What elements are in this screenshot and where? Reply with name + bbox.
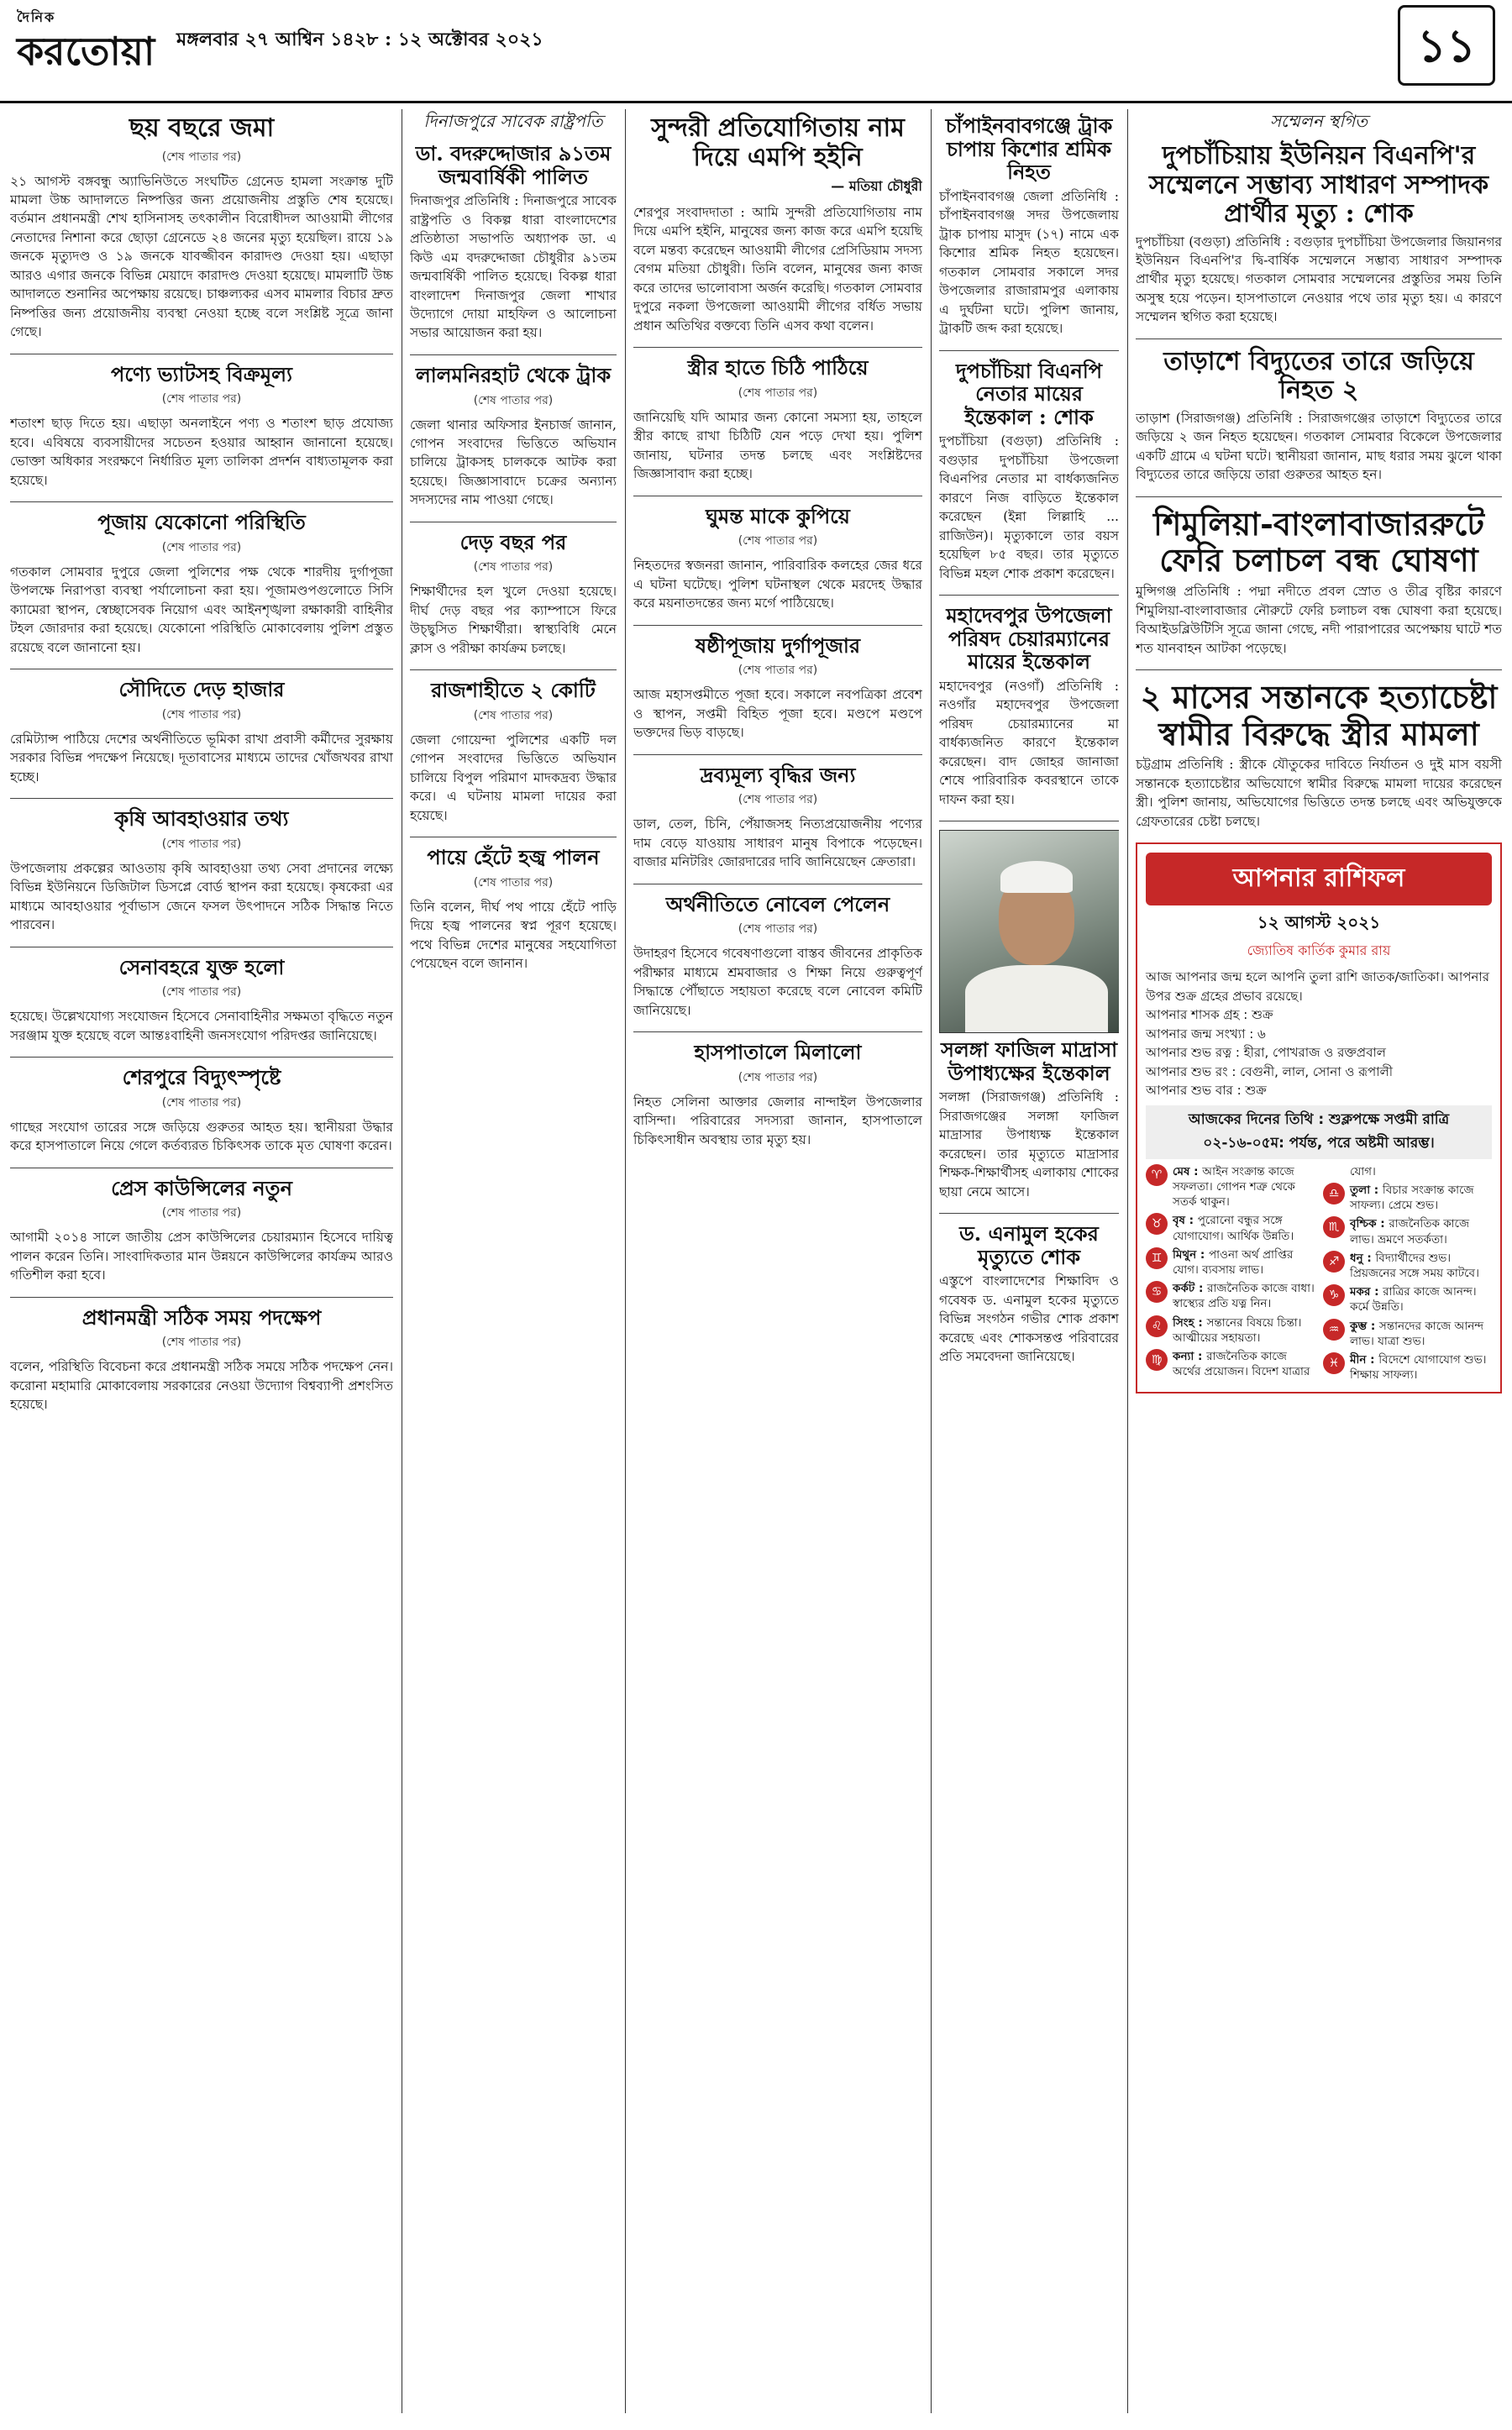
horoscope-author: জ্যোতিষ কার্তিক কুমার রায়: [1247, 942, 1391, 959]
story-press-council: [10, 1177, 393, 1285]
story-chhoy-bochhore: [10, 114, 393, 342]
zodiac-sign: [1323, 1352, 1492, 1383]
headline: সেনাবহরে যুক্ত হলো: [118, 954, 285, 979]
headline: কৃষি আবহাওয়ার তথ্য: [114, 806, 289, 832]
horoscope-row: আপনার শুভ বার : শুক্র: [1146, 1083, 1267, 1099]
zodiac-text: [1173, 1281, 1315, 1311]
zodiac-forecast: পুরোনো বন্ধুর সঙ্গে যোগাযোগ। আর্থিক উন্নতি।: [1173, 1214, 1294, 1243]
zodiac-name: সিংহ :: [1173, 1315, 1207, 1330]
story-sena: [10, 956, 393, 1046]
story-body: শেরপুর সংবাদদাতা : আমি সুন্দরী প্রতিযোগিতায় নাম দিয়ে এমপি হইনি, মানুষের জন্য কাজ করে এমপি হয়েছি বলে মন্তব্য করেছেন আওয়ামী লীগের প্রেসিডিয়াম সদস্য বেগম মতিয়া চৌধুরী। তিনি বলেন, মানুষের জন্য কাজ করে তাদের ভালোবাসা অর্জন করেছি। গতকাল সোমবার দুপুরে নকলা উপজেলা আওয়ামী লীগের বর্ধিত সভায় প্রধান অতিথির বক্তব্যে তিনি এসব কথা বলেন।: [633, 205, 922, 333]
headline: দুপচাঁচিয়ায় ইউনিয়ন বিএনপি'র সম্মেলনে সম্ভাব্য সাধারণ সম্পাদক প্রার্থীর মৃত্যু : শোক: [1148, 141, 1489, 228]
horoscope-row: আপনার জন্ম সংখ্যা : ৬: [1146, 1026, 1266, 1042]
continued-note: (শেষ পাতার পর): [738, 664, 818, 678]
story-body: নিহত সেলিনা আক্তার জেলার নান্দাইল উপজেলার বাসিন্দা। পরিবারের সদস্যরা জানান, হাসপাতালে চিকিৎসাধীন অবস্থায় তার মৃত্যু হয়।: [633, 1094, 922, 1147]
zodiac-sign: [1323, 1183, 1492, 1213]
story-puja-security: [10, 511, 393, 657]
zodiac-icon: ♒: [1323, 1319, 1345, 1341]
headline: ড. এনামুল হকের মৃত্যুতে শোক: [959, 1221, 1099, 1269]
story-body: আজ মহাসপ্তমীতে পূজা হবে। সকালে নবপত্রিকা প্রবেশ ও স্থাপন, সপ্তমী বিহিত পূজা হবে। মণ্ডপে মণ্ডপে ভক্তদের ভিড় বাড়ছে।: [633, 687, 922, 741]
zodiac-name: তুলা :: [1350, 1183, 1383, 1197]
story-hajj: [410, 846, 617, 973]
continued-note: (শেষ পাতার পর): [161, 540, 242, 554]
story-lalmonirhat: [410, 364, 617, 510]
zodiac-text: [1173, 1247, 1315, 1278]
story-dupchanchia-bnp: [939, 360, 1119, 584]
continued-note: (শেষ পাতার পর): [161, 985, 242, 1000]
headline: অর্থনীতিতে নোবেল পেলেন: [665, 891, 890, 916]
zodiac-forecast: বিচার সংক্রান্ত কাজে সাফল্য। প্রেমে শুভ।: [1350, 1183, 1474, 1213]
column-divider: [1127, 109, 1128, 2413]
zodiac-name: মেষ :: [1173, 1164, 1203, 1178]
story-body: জানিয়েছি যদি আমার জন্য কোনো সমস্যা হয়, তাহলে স্ত্রীর কাছে রাখা চিঠিটি যেন পড়ে দেখা হয়। পুলিশ জানায়, ঘটনার তদন্ত চলছে এবং সংশ্লিষ্টদের জিজ্ঞাসাবাদ করা হচ্ছে।: [633, 409, 922, 482]
continued-note: (শেষ পাতার পর): [473, 875, 554, 890]
story-2-month: [1136, 679, 1502, 831]
story-badruddoza: [410, 109, 617, 343]
zodiac-text: [1173, 1164, 1315, 1210]
zodiac-sign: [1146, 1315, 1315, 1346]
story-sherpur: [10, 1066, 393, 1156]
zodiac-icon: ♌: [1146, 1315, 1168, 1337]
story-body: ডাল, তেল, চিনি, পেঁয়াজসহ নিত্যপ্রয়োজনীয় পণ্যের দাম বেড়ে যাওয়ায় সাধারণ মানুষ বিপাকে পড়েছেন। বাজার মনিটরিং জোরদারের দাবি জানিয়েছেন ক্রেতারা।: [633, 816, 922, 870]
story-body: উদাহরণ হিসেবে গবেষণাগুলো বাস্তব জীবনের প্রাকৃতিক পরীক্ষার মাধ্যমে শ্রমবাজার ও শিক্ষা নিয়ে গুরুত্বপূর্ণ সিদ্ধান্তে পৌঁছাতে সহায়তা করেছে বলে নোবেল কমিটি জানিয়েছে।: [633, 946, 922, 1018]
story-body: গতকাল সোমবার দুপুরে জেলা পুলিশের পক্ষ থেকে শারদীয় দুর্গাপূজা উপলক্ষে নিরাপত্তা ব্যবস্থা পর্যালোচনা করা হয়। পূজামণ্ডপগুলোতে সিসি ক্যামেরা স্থাপন, স্বেচ্ছাসেবক নিয়োগ এবং আইনশৃঙ্খলা রক্ষাকারী বাহিনীর টহল জোরদার করা হয়েছে। যেকোনো পরিস্থিতি মোকাবেলায় পুলিশ প্রস্তুত রয়েছে বলে জানানো হয়।: [10, 564, 393, 655]
zodiac-forecast: বিদ্যার্থীদের শুভ। প্রিয়জনের সঙ্গে সময় কাটবে।: [1350, 1251, 1479, 1281]
zodiac-forecast: রাজনৈতিক কাজে লাভ। ভ্রমণে সতর্কতা।: [1350, 1217, 1470, 1246]
headline: সলঙ্গা ফাজিল মাদ্রাসা উপাধ্যক্ষের ইন্তেকাল: [940, 1037, 1118, 1085]
column-1: [10, 109, 393, 2413]
page-number: ১১: [1398, 5, 1495, 86]
zodiac-text: [1350, 1183, 1492, 1213]
story-saudi: [10, 678, 393, 786]
column-3: [633, 109, 922, 2413]
column-divider: [625, 109, 626, 2413]
story-body: চাঁপাইনবাবগঞ্জ জেলা প্রতিনিধি : চাঁপাইনবাবগঞ্জ সদর উপজেলায় ট্রাক চাপায় মাসুদ (১৭) নামে এক কিশোর শ্রমিক নিহত হয়েছেন। গতকাল সোমবার সকালে সদর উপজেলার রাজারামপুর এলাকায় এ দুর্ঘটনা ঘটে। পুলিশ জানায়, ট্রাকটি জব্দ করা হয়েছে।: [939, 188, 1119, 337]
zodiac-sign: [1146, 1281, 1315, 1311]
headline: ২ মাসের সন্তানকে হত্যাচেষ্টা স্বামীর বিরুদ্ধে স্ত্রীর মামলা: [1140, 677, 1498, 753]
story-chithi: [633, 356, 922, 483]
zodiac-icon: ♑: [1323, 1284, 1345, 1306]
headline: সৌদিতে দেড় হাজার: [118, 677, 285, 702]
continued-note: (শেষ পাতার পর): [161, 392, 242, 407]
zodiac-sign: [1323, 1319, 1492, 1349]
zodiac-name: বৃষ :: [1173, 1214, 1198, 1228]
zodiac-forecast: রাত্রির কাজে আনন্দ। কর্মে উন্নতি।: [1350, 1285, 1477, 1315]
zodiac-name: কর্কট :: [1173, 1282, 1208, 1296]
story-drobyomullo: [633, 764, 922, 872]
story-krishi: [10, 807, 393, 934]
zodiac-forecast: আইন সংক্রান্ত কাজে সফলতা। গোপন শত্রু থেকে সতর্ক থাকুন।: [1173, 1164, 1295, 1210]
horoscope-row: আপনার শুভ রত্ন : হীরা, পোখরাজ ও রক্তপ্রবাল: [1146, 1045, 1386, 1061]
continued-note: (শেষ পাতার পর): [738, 534, 818, 548]
column-5: [1136, 109, 1502, 2413]
zodiac-text: [1350, 1216, 1492, 1246]
continued-note: (শেষ পাতার পর): [161, 1206, 242, 1220]
headline: রাজশাহীতে ২ কোটি: [431, 678, 596, 703]
headline: ষষ্ঠীপূজায় দুর্গাপূজার: [695, 632, 861, 658]
headline: তাড়াশে বিদ্যুতের তারে জড়িয়ে নিহত ২: [1163, 346, 1474, 406]
story-union-bnp: [1136, 109, 1502, 327]
headline: ছয় বছরে জমা: [129, 113, 275, 143]
zodiac-sign: [1323, 1284, 1492, 1315]
headline: দুপচাঁচিয়া বিএনপি নেতার মায়ের ইন্তেকাল : শোক: [955, 358, 1103, 429]
zodiac-icon: ♋: [1146, 1281, 1168, 1303]
zodiac-list: [1146, 1164, 1492, 1383]
continued-note: (শেষ পাতার পর): [738, 386, 818, 400]
zodiac-text: [1350, 1251, 1492, 1281]
zodiac-forecast: রাজনৈতিক কাজে অর্থের প্রয়োজন। বিদেশ যাত্রার যোগ।: [1173, 1164, 1376, 1379]
headline: মহাদেবপুর উপজেলা পরিষদ চেয়ারম্যানের মায়ের ইন্তেকাল: [946, 603, 1112, 674]
headline: স্ত্রীর হাতে চিঠি পাঠিয়ে: [687, 355, 869, 381]
continued-note: (শেষ পাতার পর): [473, 560, 554, 575]
continued-note: (শেষ পাতার পর): [738, 1070, 818, 1084]
story-nobel: [633, 893, 922, 1020]
zodiac-text: [1350, 1352, 1492, 1383]
zodiac-icon: ♏: [1323, 1216, 1345, 1238]
headline: চাঁপাইনবাবগঞ্জে ট্রাক চাপায় কিশোর শ্রমিক নিহত: [945, 113, 1113, 185]
kicker: দিনাজপুরে সাবেক রাষ্ট্রপতি: [423, 111, 603, 131]
story-body: বলেন, পরিস্থিতি বিবেচনা করে প্রধানমন্ত্রী সঠিক সময়ে সঠিক পদক্ষেপ নেন। করোনা মহামারি মোকাবেলায় সরকারের নেওয়া উদ্যোগ বিশ্বব্যাপী প্রশংসিত হয়েছে।: [10, 1359, 393, 1413]
zodiac-sign: [1146, 1213, 1315, 1243]
column-4: [939, 109, 1119, 2413]
story-body: ২১ আগস্ট বঙ্গবন্ধু অ্যাভিনিউতে সংঘটিত গ্রেনেড হামলা সংক্রান্ত দুটি মামলা উচ্চ আদালতে নিষ্পত্তির জন্য প্রয়োজনীয় প্রস্তুতি শেষ হয়েছে। বর্তমান প্রধানমন্ত্রী শেখ হাসিনাসহ তৎকালীন বিরোধীদল আওয়ামী লীগের নেতাদের নিশানা করে ছোড়া গ্রেনেডে ২৪ জনের মৃত্যু হয়েছিল। রায়ে ১৯ জনকে মৃত্যুদণ্ড ও ১৯ জনকে যাবজ্জীবন কারাদণ্ড দেওয়া হয়। এছাড়া আরও এগার জনকে বিভিন্ন মেয়াদে কারাদণ্ড দেওয়া হয়েছে। মামলাটি উচ্চ আদালতে শুনানির অপেক্ষায় রয়েছে। চাঞ্চল্যকর এসব মামলার বিচার দ্রুত নিষ্পত্তির জন্য প্রয়োজনীয় ব্যবস্থা নেওয়া হচ্ছে বলে সংশ্লিষ্ট সূত্রে জানা গেছে।: [10, 173, 393, 340]
story-ghumonto: [633, 505, 922, 613]
story-body: সলঙ্গা (সিরাজগঞ্জ) প্রতিনিধি : সিরাজগঞ্জের সলঙ্গা ফাজিল মাদ্রাসার উপাধ্যক্ষ ইন্তেকাল করেছেন। তার মৃত্যুতে মাদ্রাসার শিক্ষক-শিক্ষার্থীসহ এলাকায় শোকের ছায়া নেমে আসে।: [939, 1089, 1119, 1199]
continued-note: (শেষ পাতার পর): [161, 1336, 242, 1350]
horoscope-date: ১২ আগস্ট ২০২১: [1257, 912, 1381, 933]
zodiac-forecast: সন্তানের বিষয়ে চিন্তা। আত্মীয়ের সহায়তা।: [1173, 1315, 1302, 1345]
horoscope-box: [1136, 842, 1502, 1393]
horoscope-title: আপনার রাশিফল: [1146, 853, 1492, 905]
zodiac-sign: [1323, 1216, 1492, 1246]
zodiac-sign: [1323, 1251, 1492, 1281]
column-divider: [931, 109, 932, 2413]
zodiac-forecast: বিদেশে যোগাযোগ শুভ। শিক্ষায় সাফল্য।: [1350, 1353, 1487, 1383]
continued-note: (শেষ পাতার পর): [738, 793, 818, 807]
horoscope-row: আপনার শুভ রং : বেগুনী, লাল, সোনা ও রূপালী: [1146, 1063, 1394, 1079]
story-body: শিক্ষার্থীদের হল খুলে দেওয়া হয়েছে। দীর্ঘ দেড় বছর পর ক্যাম্পাসে ফিরে উচ্ছ্বসিত শিক্ষার্থীরা। স্বাস্থ্যবিধি মেনে ক্লাস ও পরীক্ষা কার্যক্রম চলছে।: [410, 584, 617, 656]
story-sosthi: [633, 634, 922, 743]
zodiac-sign: [1146, 1164, 1315, 1210]
zodiac-sign: [1146, 1247, 1315, 1278]
tithi-line: ০২-১৬-০৫ম: পর্যন্ত, পরে অষ্টমী আরম্ভ।: [1203, 1134, 1435, 1152]
zodiac-icon: ♉: [1146, 1213, 1168, 1235]
zodiac-name: কুম্ভ :: [1350, 1319, 1379, 1333]
zodiac-name: বৃশ্চিক :: [1350, 1217, 1389, 1231]
zodiac-icon: ♊: [1146, 1247, 1168, 1269]
horoscope-row: আপনার শাসক গ্রহ : শুক্র: [1146, 1007, 1273, 1023]
story-body: চট্টগ্রাম প্রতিনিধি : স্ত্রীকে যৌতুকের দাবিতে নির্যাতন ও দুই মাস বয়সী সন্তানকে হত্যাচেষ্টার অভিযোগে স্বামীর বিরুদ্ধে মামলা দায়ের করেছেন স্ত্রী। পুলিশ জানায়, অভিযোগের ভিত্তিতে তদন্ত চলছে এবং অভিযুক্তকে গ্রেফতারের চেষ্টা চলছে।: [1136, 757, 1502, 829]
headline: ঘুমন্ত মাকে কুপিয়ে: [706, 503, 850, 528]
tithi: [1146, 1105, 1492, 1159]
newspaper-logo: [17, 7, 160, 74]
zodiac-icon: ♎: [1323, 1183, 1345, 1205]
kicker: সম্মেলন স্থগিত: [1269, 111, 1368, 131]
column-2: [410, 109, 617, 2413]
portrait-photo: [939, 830, 1119, 1033]
logo-title: করতোয়া: [17, 29, 155, 74]
story-motia: [633, 114, 922, 335]
story-body: রেমিট্যান্স পাঠিয়ে দেশের অর্থনীতিতে ভূমিকা রাখা প্রবাসী কর্মীদের সুরক্ষায় সরকার বিভিন্ন পদক্ষেপ নিয়েছে। দূতাবাসের মাধ্যমে তাদের খোঁজখবর রাখা হচ্ছে।: [10, 731, 393, 785]
continued-note: (শেষ পাতার পর): [473, 393, 554, 407]
story-body: হয়েছে। উল্লেখযোগ্য সংযোজন হিসেবে সেনাবাহিনীর সক্ষমতা বৃদ্ধিতে নতুন সরঞ্জাম যুক্ত হয়েছে বলে আন্তঃবাহিনী জনসংযোগ পরিদপ্তর জানিয়েছে।: [10, 1009, 393, 1043]
zodiac-forecast: সন্তানদের কাজে আনন্দ লাভ। যাত্রা শুভ।: [1350, 1319, 1484, 1348]
horoscope-intro: আজ আপনার জন্ম হলে আপনি তুলা রাশি জাতক/জাতিকা। আপনার উপর শুক্র গ্রহের প্রভাব রয়েছে।: [1146, 969, 1489, 1004]
story-der-bochhor: [410, 531, 617, 658]
story-pm: [10, 1306, 393, 1414]
zodiac-text: [1173, 1315, 1315, 1346]
story-body: জেলা থানার অফিসার ইনচার্জ জানান, গোপন সংবাদের ভিত্তিতে অভিযান চালিয়ে ট্রাকসহ চালককে আটক করা হয়েছে। জিজ্ঞাসাবাদে চক্রের অন্যান্য সদস্যদের নাম পাওয়া গেছে।: [410, 417, 617, 508]
headline: দেড় বছর পর: [459, 529, 567, 554]
zodiac-text: [1350, 1284, 1492, 1315]
story-enamul: [939, 1222, 1119, 1367]
headline: সুন্দরী প্রতিযোগিতায় নাম দিয়ে এমপি হইনি: [651, 113, 905, 172]
story-mohadebpur: [939, 604, 1119, 809]
tithi-line: আজকের দিনের তিথি : শুক্লপক্ষে সপ্তমী রাত্রি: [1188, 1110, 1450, 1128]
zodiac-forecast: পাওনা অর্থ প্রাপ্তির যোগ। ব্যবসায় লাভ।: [1173, 1247, 1294, 1278]
story-body: তিনি বলেন, দীর্ঘ পথ পায়ে হেঁটে পাড়ি দিয়ে হজ্ব পালনের স্বপ্ন পূরণ হয়েছে। পথে বিভিন্ন দেশের মানুষের সহযোগিতা পেয়েছেন বলে জানান।: [410, 899, 617, 972]
zodiac-icon: ♍: [1146, 1349, 1168, 1371]
story-ferry: [1136, 506, 1502, 658]
story-body: শতাংশ ছাড় দিতে হয়। এছাড়া অনলাইনে পণ্য ও শতাংশ ছাড় প্রযোজ্য হবে। এবিষয়ে ব্যবসায়ীদের সচেতন হওয়ার আহ্বান জানানো হয়েছে। ভোক্তা অধিকার সংরক্ষণে নির্ধারিত মূল্য তালিকা প্রদর্শন বাধ্যতামূলক করা হয়েছে।: [10, 416, 393, 488]
zodiac-name: মকর :: [1350, 1285, 1383, 1299]
zodiac-text: [1350, 1319, 1492, 1349]
continued-note: (শেষ পাতার পর): [473, 708, 554, 722]
continued-note: (শেষ পাতার পর): [161, 150, 242, 164]
story-body: তাড়াশ (সিরাজগঞ্জ) প্রতিনিধি : সিরাজগঞ্জের তাড়াশে বিদ্যুতের তারে জড়িয়ে ২ জন নিহত হয়েছেন। গতকাল সোমবার বিকেলে উপজেলার একটি গ্রামে এ ঘটনা ঘটে। স্থানীয়রা জানান, মাছ ধরার সময় ঝুলে থাকা বিদ্যুতের তারে জড়িয়ে তারা গুরুতর আহত হন।: [1136, 410, 1502, 483]
continued-note: (শেষ পাতার পর): [161, 1095, 242, 1110]
zodiac-icon: ♓: [1323, 1352, 1345, 1374]
headline: পূজায় যেকোনো পরিস্থিতি: [97, 510, 306, 535]
headline: লালমনিরহাট থেকে ট্রাক: [415, 362, 612, 387]
zodiac-name: মিথুন :: [1173, 1247, 1209, 1262]
headline: হাসপাতালে মিলালো: [694, 1040, 862, 1065]
zodiac-forecast: রাজনৈতিক কাজে বাধা। স্বাস্থ্যের প্রতি যত্ন নিন।: [1173, 1282, 1315, 1311]
issue-date: মঙ্গলবার ২৭ আশ্বিন ১৪২৮ : ১২ অক্টোবর ২০২১: [176, 29, 543, 50]
zodiac-name: কন্যা :: [1173, 1350, 1207, 1364]
zodiac-text: [1173, 1213, 1315, 1243]
story-body: দুপচাঁচিয়া (বগুড়া) প্রতিনিধি : বগুড়ার দুপচাঁচিয়া উপজেলা বিএনপির নেতার মা বার্ধক্যজনিত কারণে নিজ বাড়িতে ইন্তেকাল করেছেন (ইন্না লিল্লাহি ... রাজিউন)। মৃত্যুকালে তার বয়স হয়েছিল ৮৫ বছর। তার মৃত্যুতে বিভিন্ন মহল শোক প্রকাশ করেছেন।: [939, 433, 1119, 581]
story-body: উপজেলায় প্রকল্পের আওতায় কৃষি আবহাওয়া তথ্য সেবা প্রদানের লক্ষ্যে বিভিন্ন ইউনিয়নে ডিজিটাল ডিসপ্লে বোর্ড স্থাপন করা হয়েছে। কৃষকেরা এর মাধ্যমে আবহাওয়ার পূর্বাভাস জেনে ফসল উৎপাদনে সঠিক সিদ্ধান্ত নিতে পারবেন।: [10, 860, 393, 933]
story-body: জেলা গোয়েন্দা পুলিশের একটি দল গোপন সংবাদের ভিত্তিতে অভিযান চালিয়ে বিপুল পরিমাণ মাদকদ্রব্য উদ্ধার করে। এ ঘটনায় মামলা দায়ের করা হয়েছে।: [410, 732, 617, 823]
story-body: নিহতদের স্বজনরা জানান, পারিবারিক কলহের জের ধরে এ ঘটনা ঘটেছে। পুলিশ ঘটনাস্থল থেকে মরদেহ উদ্ধার করে ময়নাতদন্তের জন্য মর্গে পাঠিয়েছে।: [633, 558, 922, 611]
story-salanga: [939, 830, 1119, 1201]
continued-note: (শেষ পাতার পর): [161, 837, 242, 851]
story-body: গাছের সংযোগ তারের সঙ্গে জড়িয়ে গুরুতর আহত হয়। স্থানীয়রা উদ্ধার করে হাসপাতালে নিয়ে গেলে কর্তব্যরত চিকিৎসক তাকে মৃত ঘোষণা করেন।: [10, 1119, 393, 1154]
headline: শিমুলিয়া-বাংলাবাজাররুটে ফেরি চলাচল বন্ধ ঘোষণা: [1153, 504, 1484, 580]
headline: দ্রব্যমূল্য বৃদ্ধির জন্য: [700, 762, 856, 787]
story-rajshahi: [410, 679, 617, 825]
masthead: [0, 0, 1512, 103]
continued-note: (শেষ পাতার পর): [738, 922, 818, 937]
headline: ডা. বদরুদ্দোজার ৯১তম জন্মবার্ষিকী পালিত: [415, 141, 612, 189]
headline: শেরপুরে বিদ্যুৎস্পৃষ্টে: [122, 1065, 281, 1090]
story-body: মুন্সিগঞ্জ প্রতিনিধি : পদ্মা নদীতে প্রবল স্রোত ও তীব্র বৃষ্টির কারণে শিমুলিয়া-বাংলাবাজার নৌরুটে ফেরি চলাচল বন্ধ ঘোষণা করা হয়েছে। বিআইডব্লিউটিসি সূত্রে জানা গেছে, নদী পারাপারের অপেক্ষায় ঘাটে শত শত যানবাহন আটকা পড়েছে।: [1136, 584, 1502, 656]
story-body: আগামী ২০১৪ সালে জাতীয় প্রেস কাউন্সিলের চেয়ারম্যান হিসেবে দায়িত্ব পালন করেন তিনি। সাংবাদিকতার মান উন্নয়নে কাউন্সিলের কার্যক্রম আরও গতিশীল করা হবে।: [10, 1230, 393, 1283]
zodiac-name: মীন :: [1350, 1353, 1379, 1367]
zodiac-icon: ♐: [1323, 1251, 1345, 1273]
headline: পণ্যে ভ্যাটসহ বিক্রমূল্য: [111, 361, 292, 386]
zodiac-icon: ♈: [1146, 1164, 1168, 1186]
story-vat: [10, 363, 393, 490]
story-tarash: [1136, 348, 1502, 485]
story-chapainawabganj: [939, 114, 1119, 339]
headline: পায়ে হেঁটে হজ্ব পালন: [427, 845, 600, 870]
story-body: দুপচাঁচিয়া (বগুড়া) প্রতিনিধি : বগুড়ার দুপচাঁচিয়া উপজেলার জিয়ানগর ইউনিয়ন বিএনপি'র দ্বি-বার্ষিক সম্মেলনে সম্ভাব্য সাধারণ সম্পাদক প্রার্থীর মৃত্যু হয়েছে। গতকাল সোমবার সম্মেলনের প্রস্তুতির সময় তিনি অসুস্থ হয়ে পড়েন। হাসপাতালে নেওয়ার পথে তার মৃত্যু হয়। এ কারণে সম্মেলন স্থগিত করা হয়েছে।: [1136, 234, 1502, 325]
story-hospital: [633, 1041, 922, 1149]
zodiac-name: ধনু :: [1350, 1251, 1376, 1265]
story-body: দিনাজপুর প্রতিনিধি : দিনাজপুরে সাবেক রাষ্ট্রপতি ও বিকল্প ধারা বাংলাদেশের প্রতিষ্ঠাতা সভাপতি অধ্যাপক ডা. এ কিউ এম বদরুদ্দোজা চৌধুরীর ৯১তম জন্মবার্ষিকী পালিত হয়েছে। বিকল্প ধারা বাংলাদেশ দিনাজপুর জেলা শাখার উদ্যোগে দোয়া মাহফিল ও আলোচনা সভার আয়োজন করা হয়।: [410, 193, 617, 341]
byline: — মতিয়া চৌধুরী: [831, 178, 922, 194]
story-body: এস্তুপে বাংলাদেশের শিক্ষাবিদ ও গবেষক ড. এনামুল হকের মৃত্যুতে বিভিন্ন সংগঠন গভীর শোক প্রকাশ করেছে এবং শোকসন্তপ্ত পরিবারের প্রতি সমবেদনা জানিয়েছে।: [939, 1273, 1119, 1365]
headline: প্রধানমন্ত্রী সঠিক সময় পদক্ষেপ: [81, 1304, 322, 1330]
headline: প্রেস কাউন্সিলের নতুন: [111, 1175, 292, 1200]
story-body: মহাদেবপুর (নওগাঁ) প্রতিনিধি : নওগাঁর মহাদেবপুর উপজেলা পরিষদ চেয়ারম্যানের মা বার্ধক্যজনিত কারণে ইন্তেকাল করেছেন। বাদ জোহর জানাজা শেষে পারিবারিক কবরস্থানে তাকে দাফন করা হয়।: [939, 678, 1119, 807]
continued-note: (শেষ পাতার পর): [161, 707, 242, 722]
logo-tagline: দৈনিক: [17, 9, 56, 25]
